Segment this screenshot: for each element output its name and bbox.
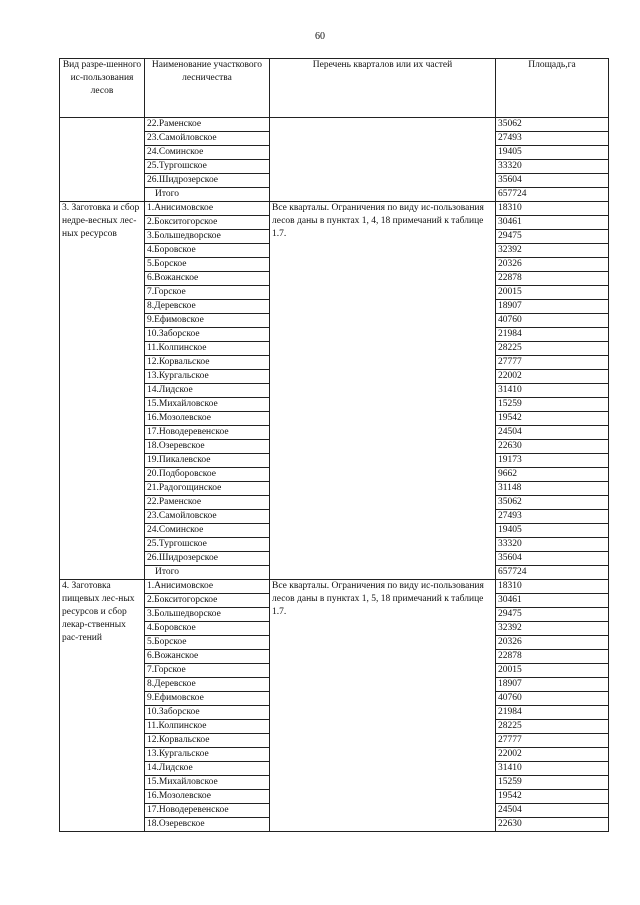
area-cell: 35604: [496, 174, 609, 188]
forestry-name-cell: 12.Корвальское: [145, 356, 270, 370]
area-cell: 20326: [496, 258, 609, 272]
area-cell: 28225: [496, 342, 609, 356]
area-cell: 19405: [496, 146, 609, 160]
area-cell: 21984: [496, 328, 609, 342]
forestry-name-cell: 3.Большедворское: [145, 608, 270, 622]
area-cell: 27493: [496, 132, 609, 146]
forestry-name-cell: 2.Бокситогорское: [145, 594, 270, 608]
forestry-name-cell: 14.Лидское: [145, 384, 270, 398]
forestry-name-cell: 20.Подборовское: [145, 468, 270, 482]
forestry-name-cell: 19.Пикалевское: [145, 454, 270, 468]
area-cell: 30461: [496, 216, 609, 230]
forestry-name-cell: 22.Раменское: [145, 496, 270, 510]
forestry-name-cell: 16.Мозолевское: [145, 790, 270, 804]
forestry-name-cell: 13.Кургальское: [145, 748, 270, 762]
area-cell: 35062: [496, 118, 609, 132]
table-body: [60, 118, 609, 832]
forestry-name-cell: 5.Борское: [145, 258, 270, 272]
area-cell: 18310: [496, 202, 609, 216]
forestry-name-cell: 17.Новодеревенское: [145, 804, 270, 818]
forestry-name-cell: 8.Деревское: [145, 678, 270, 692]
forestry-name-cell: 8.Деревское: [145, 300, 270, 314]
forestry-name-cell: 4.Боровское: [145, 622, 270, 636]
forestry-name-cell: 15.Михайловское: [145, 398, 270, 412]
area-cell: 19542: [496, 790, 609, 804]
total-area-cell: 657724: [496, 566, 609, 580]
area-cell: 15259: [496, 776, 609, 790]
area-cell: 29475: [496, 608, 609, 622]
quarters-description-cell: Все кварталы. Ограничения по виду ис-пользования лесов даны в пунктах 1, 5, 18 примечаний к таблице 1.7.: [270, 580, 496, 832]
area-cell: 31410: [496, 384, 609, 398]
area-cell: 22630: [496, 440, 609, 454]
forestry-name-cell: 15.Михайловское: [145, 776, 270, 790]
header-use-type: Вид разре-шенного ис-пользования лесов: [60, 59, 145, 118]
area-cell: 27493: [496, 510, 609, 524]
total-label: Итого: [145, 566, 270, 580]
forestry-name-cell: 1.Анисимовское: [145, 580, 270, 594]
forestry-name-cell: 13.Кургальское: [145, 370, 270, 384]
area-cell: 24504: [496, 804, 609, 818]
area-cell: 21984: [496, 706, 609, 720]
area-cell: 18310: [496, 580, 609, 594]
area-cell: 29475: [496, 230, 609, 244]
area-cell: 30461: [496, 594, 609, 608]
area-cell: 19542: [496, 412, 609, 426]
area-cell: 9662: [496, 468, 609, 482]
forestry-name-cell: 25.Тургошское: [145, 160, 270, 174]
area-cell: 15259: [496, 398, 609, 412]
area-cell: 40760: [496, 314, 609, 328]
forestry-name-cell: 25.Тургошское: [145, 538, 270, 552]
forestry-name-cell: 24.Соминское: [145, 524, 270, 538]
area-cell: 27777: [496, 356, 609, 370]
forestry-name-cell: 9.Ефимовское: [145, 692, 270, 706]
table-row: [60, 580, 609, 594]
area-cell: 22630: [496, 818, 609, 832]
area-cell: 20326: [496, 636, 609, 650]
forestry-name-cell: 23.Самойловское: [145, 510, 270, 524]
header-forestry-name: Наименование участкового лесничества: [145, 59, 270, 118]
area-cell: 18907: [496, 678, 609, 692]
area-cell: 20015: [496, 664, 609, 678]
area-cell: 32392: [496, 244, 609, 258]
forestry-name-cell: 1.Анисимовское: [145, 202, 270, 216]
area-cell: 22878: [496, 650, 609, 664]
area-cell: 19173: [496, 454, 609, 468]
forestry-name-cell: 22.Раменское: [145, 118, 270, 132]
area-cell: 31148: [496, 482, 609, 496]
forestry-name-cell: 11.Колпинское: [145, 342, 270, 356]
forestry-name-cell: 6.Вожанское: [145, 650, 270, 664]
forest-use-table: [59, 58, 609, 832]
forestry-name-cell: 7.Горское: [145, 286, 270, 300]
forestry-name-cell: 2.Бокситогорское: [145, 216, 270, 230]
page-number: 60: [315, 31, 325, 42]
area-cell: 24504: [496, 426, 609, 440]
header-area: Площадь,га: [496, 59, 609, 118]
area-cell: 20015: [496, 286, 609, 300]
area-cell: 35604: [496, 552, 609, 566]
forestry-name-cell: 23.Самойловское: [145, 132, 270, 146]
area-cell: 22002: [496, 370, 609, 384]
use-type-cell: 4. Заготовка пищевых лес-ных ресурсов и сбор лекар-ственных рас-тений: [60, 580, 145, 832]
table-header-row: [60, 59, 609, 118]
forestry-name-cell: 26.Шидрозерское: [145, 552, 270, 566]
area-cell: 27777: [496, 734, 609, 748]
area-cell: 33320: [496, 160, 609, 174]
use-type-cell: 3. Заготовка и сбор недре-весных лес-ных ресурсов: [60, 202, 145, 580]
area-cell: 40760: [496, 692, 609, 706]
area-cell: 28225: [496, 720, 609, 734]
forestry-name-cell: 10.Заборское: [145, 328, 270, 342]
forestry-name-cell: 3.Большедворское: [145, 230, 270, 244]
forestry-name-cell: 11.Колпинское: [145, 720, 270, 734]
forestry-name-cell: 14.Лидское: [145, 762, 270, 776]
area-cell: 33320: [496, 538, 609, 552]
area-cell: 22002: [496, 748, 609, 762]
forestry-name-cell: 9.Ефимовское: [145, 314, 270, 328]
quarters-description-cell: Все кварталы. Ограничения по виду ис-пользования лесов даны в пунктах 1, 4, 18 примечаний к таблице 1.7.: [270, 202, 496, 580]
total-label: Итого: [145, 188, 270, 202]
forestry-name-cell: 24.Соминское: [145, 146, 270, 160]
use-type-cell: [60, 118, 145, 202]
area-cell: 22878: [496, 272, 609, 286]
forestry-name-cell: 21.Радогощинское: [145, 482, 270, 496]
area-cell: 35062: [496, 496, 609, 510]
total-area-cell: 657724: [496, 188, 609, 202]
area-cell: 32392: [496, 622, 609, 636]
forestry-name-cell: 7.Горское: [145, 664, 270, 678]
forestry-name-cell: 26.Шидрозерское: [145, 174, 270, 188]
forestry-name-cell: 4.Боровское: [145, 244, 270, 258]
header-quarters-list: Перечень кварталов или их частей: [270, 59, 496, 118]
forestry-name-cell: 5.Борское: [145, 636, 270, 650]
area-cell: 31410: [496, 762, 609, 776]
forestry-name-cell: 16.Мозолевское: [145, 412, 270, 426]
area-cell: 18907: [496, 300, 609, 314]
forestry-name-cell: 6.Вожанское: [145, 272, 270, 286]
quarters-description-cell: [270, 118, 496, 202]
table-row: [60, 202, 609, 216]
forestry-name-cell: 12.Корвальское: [145, 734, 270, 748]
forestry-name-cell: 17.Новодеревенское: [145, 426, 270, 440]
forestry-name-cell: 18.Озеревское: [145, 440, 270, 454]
area-cell: 19405: [496, 524, 609, 538]
forestry-name-cell: 18.Озеревское: [145, 818, 270, 832]
forestry-name-cell: 10.Заборское: [145, 706, 270, 720]
table-row: [60, 118, 609, 132]
